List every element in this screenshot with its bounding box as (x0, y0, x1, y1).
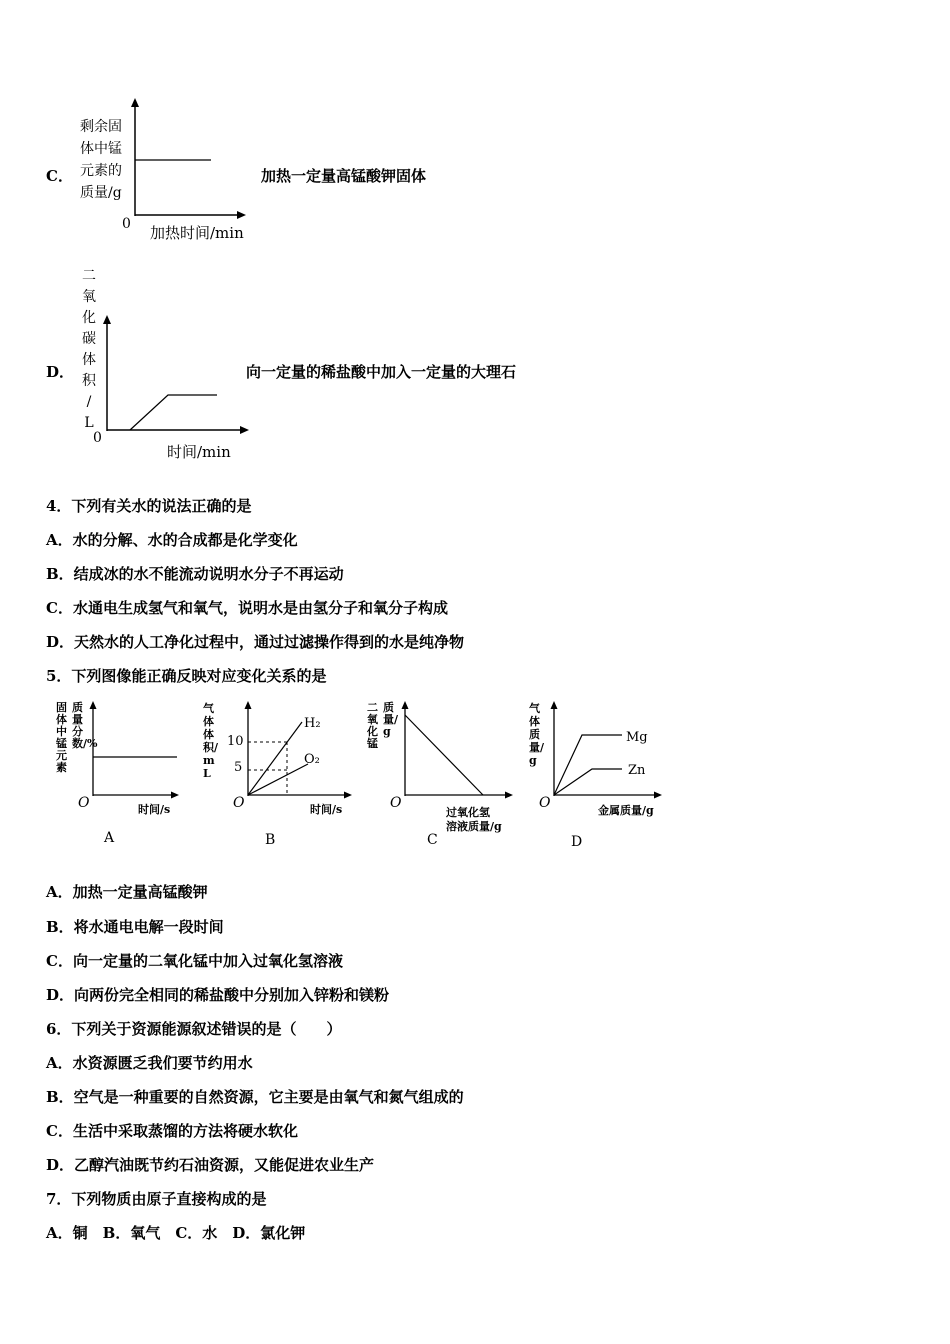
y-axis-arrow (402, 701, 409, 709)
y-axis-arrow (551, 701, 558, 709)
graph-c-caption: C (427, 832, 438, 848)
graph-b-tick-5: 5 (234, 760, 243, 775)
q5-option-d: D．向两份完全相同的稀盐酸中分别加入锌粉和镁粉 (46, 986, 390, 1004)
option-c-letter: C． (46, 167, 73, 185)
q5-stem: 5．下列图像能正确反映对应变化关系的是 (46, 667, 327, 685)
option-c-graph (128, 98, 258, 223)
o2-line (248, 764, 308, 795)
mg-curve (554, 735, 622, 795)
q4-option-c: C．水通电生成氢气和氧气，说明水是由氢分子和氧分子构成 (46, 599, 448, 617)
y-label-char: 体 (82, 352, 96, 368)
y-axis-arrow (90, 701, 97, 709)
y-label-line: 元素的 (80, 163, 122, 179)
graph-b-x-label: 时间/s (310, 803, 343, 816)
option-c-y-label (80, 116, 122, 204)
option-d-y-label (81, 266, 97, 434)
q6-stem: 6．下列关于资源能源叙述错误的是（ ） (46, 1020, 342, 1038)
graph-a-caption: A (104, 830, 115, 846)
y-label-col: 质量/g (383, 701, 399, 738)
x-axis-arrow (240, 426, 249, 434)
y-axis-arrow (245, 701, 252, 709)
option-c-x-label: 加热时间/min (150, 224, 244, 242)
option-d-caption: 向一定量的稀盐酸中加入一定量的大理石 (246, 363, 517, 381)
y-label-char: 碳 (82, 331, 96, 347)
graph-c-origin: O (390, 795, 402, 811)
graph-d-x-label: 金属质量/g (598, 804, 654, 817)
q4-option-d: D．天然水的人工净化过程中，通过过滤操作得到的水是纯净物 (46, 633, 465, 651)
y-label-char: 二 (82, 268, 96, 284)
y-label-char: 化 (82, 310, 96, 326)
q7-stem: 7．下列物质由原子直接构成的是 (46, 1190, 267, 1208)
graph-c (397, 700, 522, 800)
x-axis-arrow (505, 792, 513, 799)
x-axis-arrow (654, 792, 662, 799)
graph-b-caption: B (265, 832, 276, 848)
graph-b-h2-label: H₂ (304, 716, 321, 731)
option-d-x-label: 时间/min (167, 443, 231, 461)
q5-option-a: A．加热一定量高锰酸钾 (46, 883, 208, 901)
graph-d (546, 700, 671, 800)
option-c-origin: 0 (122, 216, 131, 232)
option-d-graph (100, 315, 260, 440)
q6-option-b: B．空气是一种重要的自然资源，它主要是由氧气和氮气组成的 (46, 1088, 464, 1106)
y-label-line: 体中锰 (80, 141, 122, 157)
graph-b-tick-10: 10 (227, 734, 244, 749)
y-label-col: 固体中锰元素 (56, 701, 67, 774)
graph-b (240, 700, 360, 800)
q5-option-b: B．将水通电电解一段时间 (46, 918, 224, 936)
y-label-char: 氧 (82, 289, 96, 305)
y-label-char: / (86, 394, 92, 410)
y-axis-arrow (131, 98, 139, 107)
graph-b-y-label: 气体体积/mL (203, 702, 219, 780)
q6-option-a: A．水资源匮乏我们要节约用水 (46, 1054, 253, 1072)
graph-d-caption: D (571, 834, 583, 850)
x-axis-arrow (344, 792, 352, 799)
graph-a-origin: O (78, 795, 90, 811)
q7-options: A．铜 B．氧气 C．水 D．氯化钾 (46, 1224, 306, 1242)
graph-d-origin: O (539, 795, 551, 811)
option-c-caption: 加热一定量高锰酸钾固体 (261, 167, 427, 185)
decreasing-line (405, 715, 483, 795)
q4-option-a: A．水的分解、水的合成都是化学变化 (46, 531, 298, 549)
graph-d-zn-label: Zn (628, 763, 646, 778)
y-label-char: 积 (82, 373, 96, 389)
graph-c-x-label-2: 溶液质量/g (446, 820, 502, 833)
graph-c-x-label-1: 过氧化氢 (446, 806, 490, 819)
graph-d-mg-label: Mg (626, 730, 648, 745)
h2-line (248, 722, 302, 795)
q4-stem: 4．下列有关水的说法正确的是 (46, 497, 252, 515)
co2-curve (130, 395, 217, 430)
y-label-col: 二氧化锰 (367, 701, 378, 750)
graph-a (85, 700, 185, 800)
graph-d-y-label: 气体质量/g (529, 702, 545, 767)
q6-option-d: D．乙醇汽油既节约石油资源，又能促进农业生产 (46, 1156, 375, 1174)
x-axis-arrow (171, 792, 179, 799)
y-label-line: 剩余固 (80, 119, 122, 135)
y-label-char: L (84, 415, 94, 431)
q4-option-b: B．结成冰的水不能流动说明水分子不再运动 (46, 565, 344, 583)
y-axis-arrow (103, 315, 111, 324)
graph-a-x-label: 时间/s (138, 803, 171, 816)
y-label-col: 质量分数/% (72, 701, 98, 750)
q6-option-c: C．生活中采取蒸馏的方法将硬水软化 (46, 1122, 298, 1140)
graph-b-o2-label: O₂ (304, 752, 320, 767)
option-d-origin: 0 (93, 430, 102, 446)
y-label-line: 质量/g (80, 185, 122, 201)
x-axis-arrow (237, 211, 246, 219)
graph-b-origin: O (233, 795, 245, 811)
option-d-letter: D． (46, 363, 75, 381)
q5-option-c: C．向一定量的二氧化锰中加入过氧化氢溶液 (46, 952, 343, 970)
